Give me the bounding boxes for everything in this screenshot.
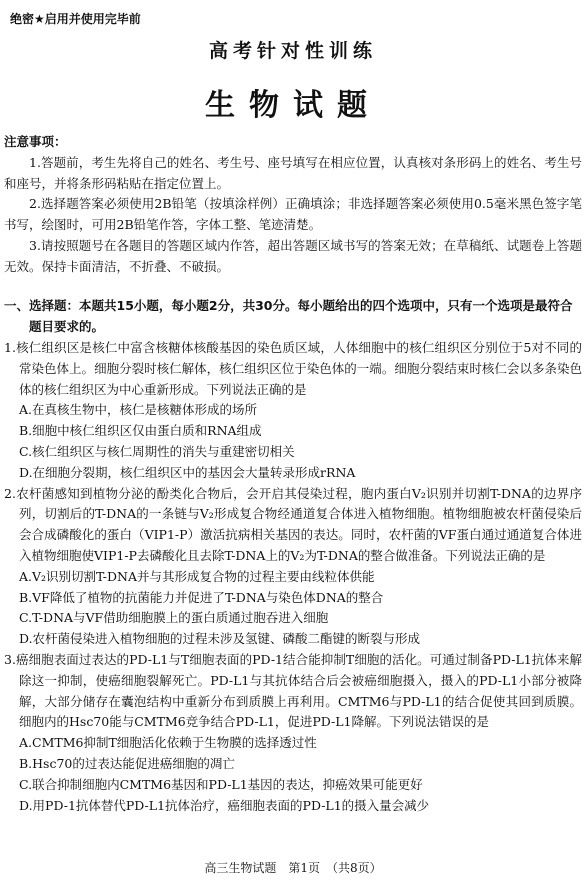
option-a: A.CMTM6抑制T细胞活化依赖于生物膜的选择透过性 (19, 735, 317, 751)
option-c: C.核仁组织区与核仁周期性的消失与重建密切相关 (19, 443, 295, 459)
option-d: D.农杆菌侵染进入植物细胞的过程未涉及氢键、磷酸二酯键的断裂与形成 (19, 631, 421, 647)
confidential-label: 绝密★启用并使用完毕前 (10, 12, 141, 26)
option-b: B.Hsc70的过表达能促进癌细胞的凋亡 (19, 755, 235, 771)
question-2 (4, 484, 582, 650)
option-b: B.细胞中核仁组织区仅由蛋白质和RNA组成 (19, 423, 262, 439)
question-stem: 1.核仁组织区是核仁中富含核糖体核酸基因的染色质区域，人体细胞中的核仁组织区分别位于5对不同的常染色体上。细胞分裂时核仁解体，核仁组织区位于染色体的一端。细胞分裂结束时核仁会以多条染色体的核仁组织区为中心重新形成。下列说法正确的是 (4, 340, 582, 397)
notice-heading: 注意事项： (4, 134, 67, 149)
option-d: D.在细胞分裂期，核仁组织区中的基因会大量转录形成rRNA (19, 464, 356, 480)
question-3 (4, 650, 582, 816)
option-a: A.在真核生物中，核仁是核糖体形成的场所 (19, 402, 258, 418)
exam-title: 高考针对性训练 (208, 40, 377, 62)
question-stem: 3.癌细胞表面过表达的PD-L1与T细胞表面的PD-1结合能抑制T细胞的活化。可通过制备PD-L1抗体来解除这一抑制，使癌细胞裂解死亡。PD-L1与其抗体结合后会被癌细胞摄入，摄入的PD-L1小部分被降解，大部分储存在囊泡结构中重新分布到质膜上再利用。CMTM6与PD-L1的结合促使其回到质膜。细胞内的Hsc70能与CMTM6竞争结合PD-L1，促进PD-L1降解。下列说法错误的是 (4, 651, 582, 730)
notice-item: 3.请按照题号在各题目的答题区域内作答，超出答题区域书写的答案无效；在草稿纸、试题卷上答题无效。保持卡面清洁，不折叠、不破损。 (4, 237, 582, 274)
option-a: A.V₂识别切割T-DNA并与其形成复合物的过程主要由线粒体供能 (19, 568, 375, 584)
option-c: C.联合抑制细胞内CMTM6基因和PD-L1基因的表达，抑癌效果可能更好 (19, 776, 423, 792)
option-d: D.用PD-1抗体替代PD-L1抗体治疗，癌细胞表面的PD-L1的摄入量会减少 (19, 797, 430, 813)
option-c: C.T-DNA与VF借助细胞膜上的蛋白质通过胞吞进入细胞 (19, 610, 329, 626)
question-1 (4, 338, 582, 484)
notice-item: 1.答题前，考生先将自己的姓名、考生号、座号填写在相应位置，认真核对条形码上的姓名、考生号和座号，并将条形码粘贴在指定位置上。 (4, 154, 582, 191)
notice-section (4, 132, 582, 278)
page-footer: 高三生物试题 第1页 （共8页） (204, 861, 382, 875)
questions-list (4, 338, 582, 816)
option-b: B.VF降低了植物的抗菌能力并促进了T-DNA与染色体DNA的整合 (19, 589, 384, 605)
section-heading: 一、选择题：本题共15小题，每小题2分，共30分。每小题给出的四个选项中，只有一个选项是最符合题目要求的。 (4, 298, 573, 334)
question-stem: 2.农杆菌感知到植物分泌的酚类化合物后，会开启其侵染过程，胞内蛋白V₂识别并切割T-DNA的边界序列，切割后的T-DNA的一条链与V₂形成复合物经通道复合体进入植物细胞。植物细胞被农杆菌侵染后会合成磷酸化的蛋白（VIP1-P）激活抗病相关基因的表达。同时，农杆菌的VF蛋白通过通道复合体进入植物细胞使VIP1-P去磷酸化且去除T-DNA上的V₂为T-DNA的整合做准备。下列说法正确的是 (4, 485, 582, 563)
notice-item: 2.选择题答案必须使用2B铅笔（按填涂样例）正确填涂；非选择题答案必须使用0.5毫米黑色签字笔书写，绘图时，可用2B铅笔作答，字体工整、笔迹清楚。 (4, 196, 582, 233)
subject-title: 生物试题 (205, 88, 381, 123)
